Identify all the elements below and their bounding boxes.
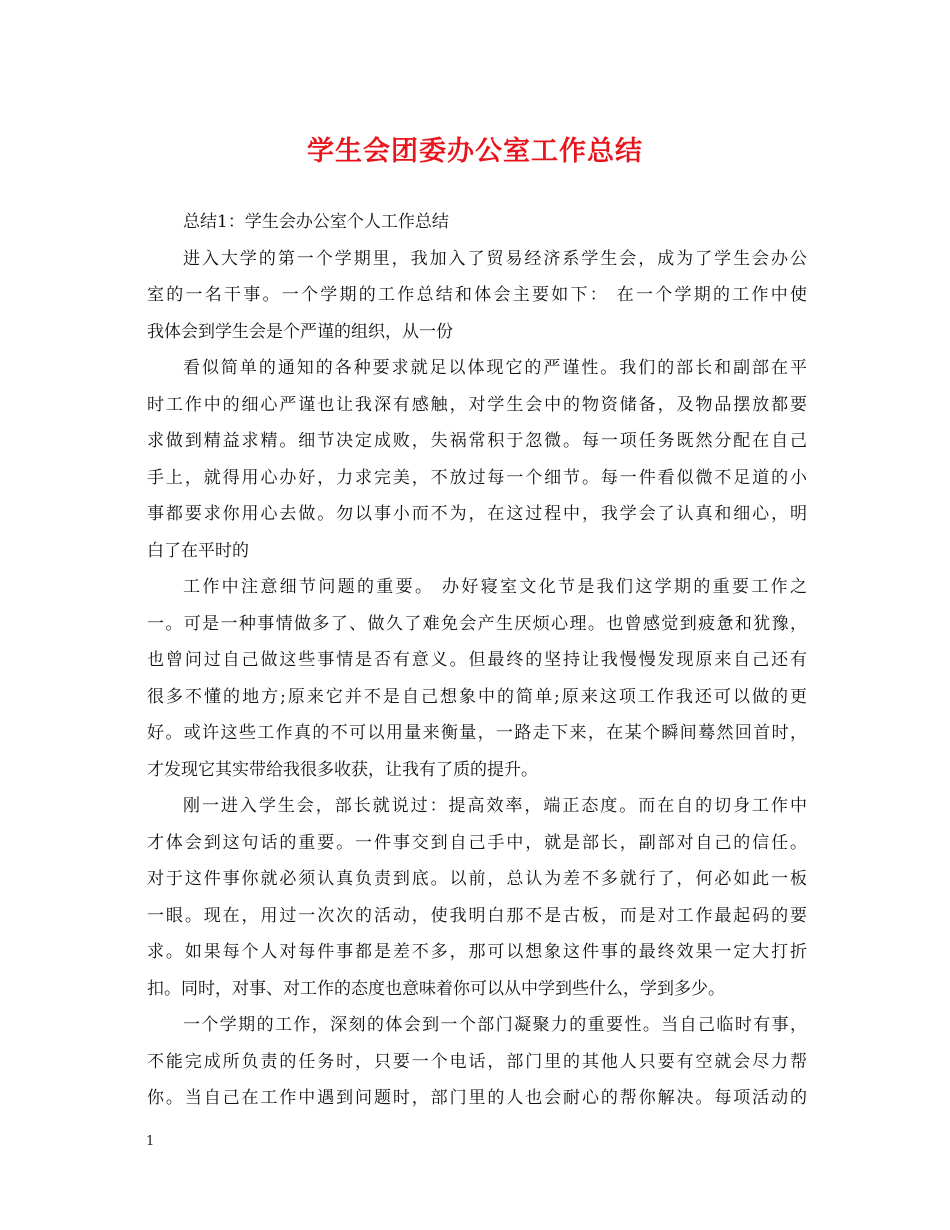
text-line: 我体会到学生会是个严谨的组织，从一份 xyxy=(147,321,453,342)
text-line: 才发现它其实带给我很多收获，让我有了质的提升。 xyxy=(147,759,538,780)
document-body xyxy=(147,204,807,1117)
text-line: 手上，就得用心办好，力求完美，不放过每一个细节。每一件看似微不足道的小 xyxy=(147,467,807,488)
text-line: 事都要求你用心去做。勿以事小而不为，在这过程中，我学会了认真和细心，明 xyxy=(147,504,807,524)
text-line: 扣。同时，对事、对工作的态度也意味着你可以从中学到些什么，学到多少。 xyxy=(147,978,725,999)
text-line: 才体会到这句话的重要。一件事交到自己手中，就是部长，副部对自己的信任。 xyxy=(147,832,807,853)
page-number: 1 xyxy=(146,1134,155,1149)
text-line: 看似简单的通知的各种要求就足以体现它的严谨性。我们的部长和副部在平 xyxy=(183,358,807,378)
text-line: 一个学期的工作，深刻的体会到一个部门凝聚力的重要性。当自己临时有事， xyxy=(183,1015,807,1035)
text-line: 刚一进入学生会，部长就说过：提高效率，端正态度。而在自的切身工作中 xyxy=(183,796,807,816)
text-line: 求。如果每个人对每件事都是差不多，那可以想象这件事的最终效果一定大打折 xyxy=(147,942,807,962)
text-line: 室的一名干事。一个学期的工作总结和体会主要如下： 在一个学期的工作中使 xyxy=(147,285,807,305)
text-line: 一。可是一种事情做多了、做久了难免会产生厌烦心理。也曾感觉到疲惫和犹豫， xyxy=(147,613,807,634)
document-title: 学生会团委办公室工作总结 xyxy=(307,136,643,167)
text-line: 很多不懂的地方;原来它并不是自己想象中的简单;原来这项工作我还可以做的更 xyxy=(147,686,807,707)
text-line: 对于这件事你就必须认真负责到底。以前，总认为差不多就行了，何必如此一板 xyxy=(147,869,807,889)
text-line: 你。当自己在工作中遇到问题时，部门里的人也会耐心的帮你解决。每项活动的 xyxy=(147,1088,807,1108)
text-line: 不能完成所负责的任务时，只要一个电话，部门里的其他人只要有空就会尽力帮 xyxy=(147,1051,807,1072)
text-line: 也曾问过自己做这些事情是否有意义。但最终的坚持让我慢慢发现原来自己还有 xyxy=(147,650,807,670)
text-line: 白了在平时的 xyxy=(147,540,249,561)
text-line: 好。或许这些工作真的不可以用量来衡量，一路走下来，在某个瞬间蓦然回首时， xyxy=(147,723,807,743)
text-line: 一眼。现在，用过一次次的活动，使我明白那不是古板，而是对工作最起码的要 xyxy=(147,905,807,926)
text-line: 进入大学的第一个学期里，我加入了贸易经济系学生会，成为了学生会办公 xyxy=(183,248,807,269)
text-line: 求做到精益求精。细节决定成败，失祸常积于忽微。每一项任务既然分配在自己 xyxy=(147,431,807,451)
section-heading: 总结1：学生会办公室个人工作总结 xyxy=(183,212,449,232)
text-line: 时工作中的细心严谨也让我深有感触，对学生会中的物资储备，及物品摆放都要 xyxy=(147,394,807,415)
text-line: 工作中注意细节问题的重要。 办好寝室文化节是我们这学期的重要工作之 xyxy=(183,577,807,597)
